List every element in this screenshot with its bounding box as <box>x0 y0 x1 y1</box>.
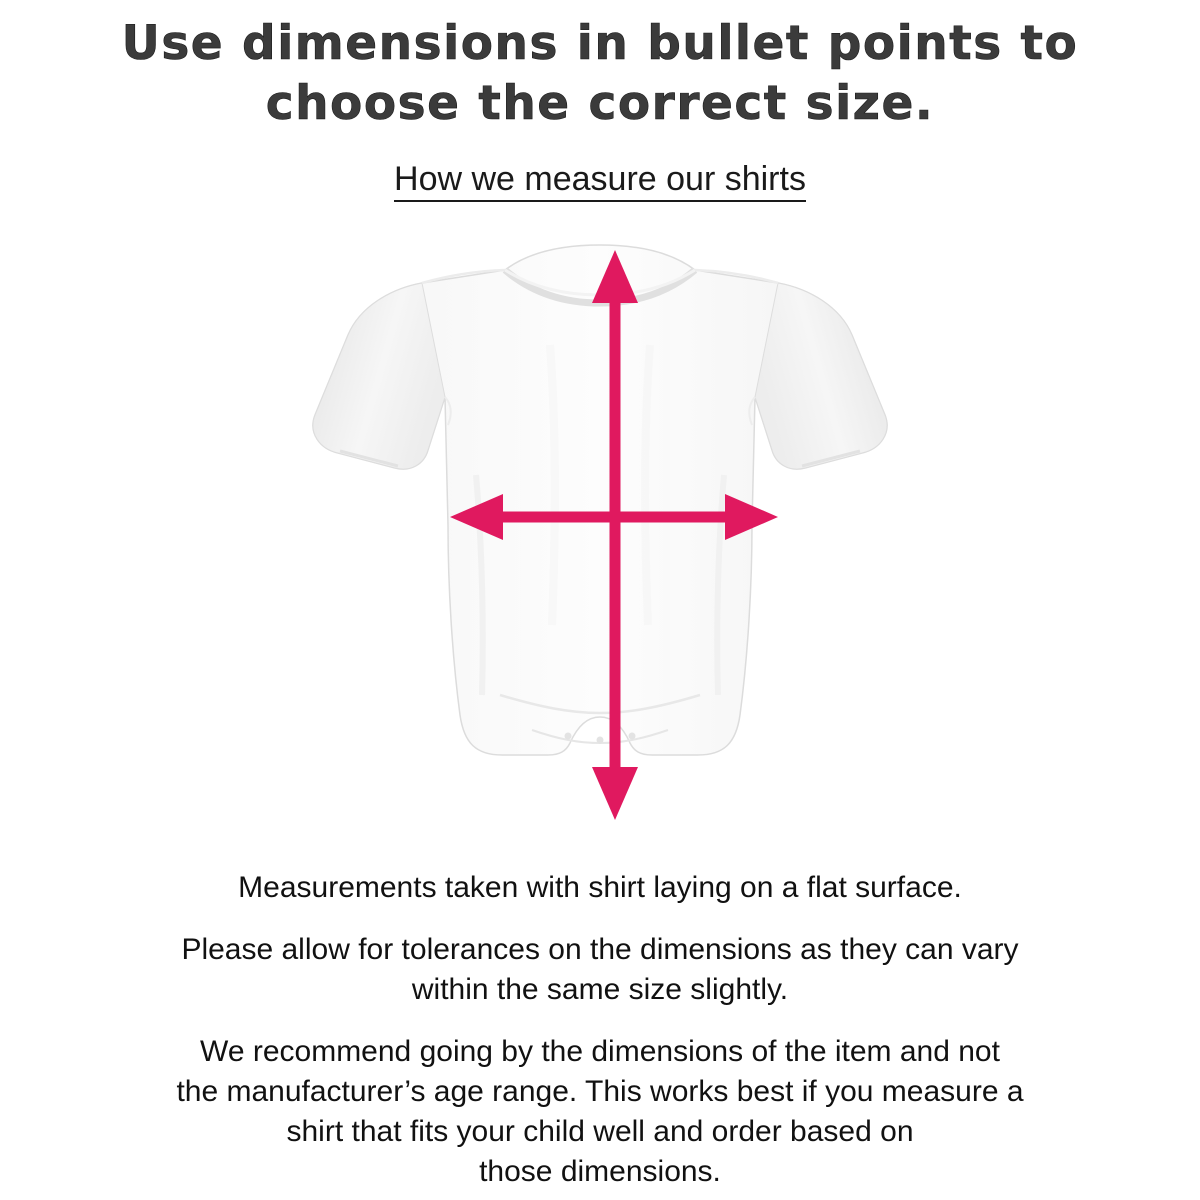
note-recommendation-line-4: those dimensions. <box>479 1155 721 1188</box>
headline-line-2: choose the correct size. <box>265 76 935 131</box>
headline-line-1: Use dimensions in bullet points to <box>121 16 1079 71</box>
measurement-diagram <box>300 225 900 850</box>
note-flat-surface: Measurements taken with shirt laying on a flat surface. <box>238 871 962 904</box>
note-recommendation-line-1: We recommend going by the dimensions of the item and not <box>200 1035 1000 1068</box>
measurement-arrows <box>300 225 900 850</box>
note-recommendation-line-3: shirt that fits your child well and order based on <box>286 1115 914 1148</box>
notes-section <box>0 868 1200 1192</box>
subtitle-text: How we measure our shirts <box>394 160 806 202</box>
page-subtitle <box>0 158 1200 200</box>
note-tolerances <box>100 930 1100 1010</box>
note-recommendation <box>100 1032 1100 1192</box>
length-measurement-arrow <box>592 250 638 820</box>
note-recommendation-line-2: the manufacturer’s age range. This works best if you measure a <box>176 1075 1024 1108</box>
note-tolerances-line-1: Please allow for tolerances on the dimensions as they can vary <box>181 933 1019 966</box>
page-headline <box>0 14 1200 134</box>
note-tolerances-line-2: within the same size slightly. <box>411 973 789 1006</box>
